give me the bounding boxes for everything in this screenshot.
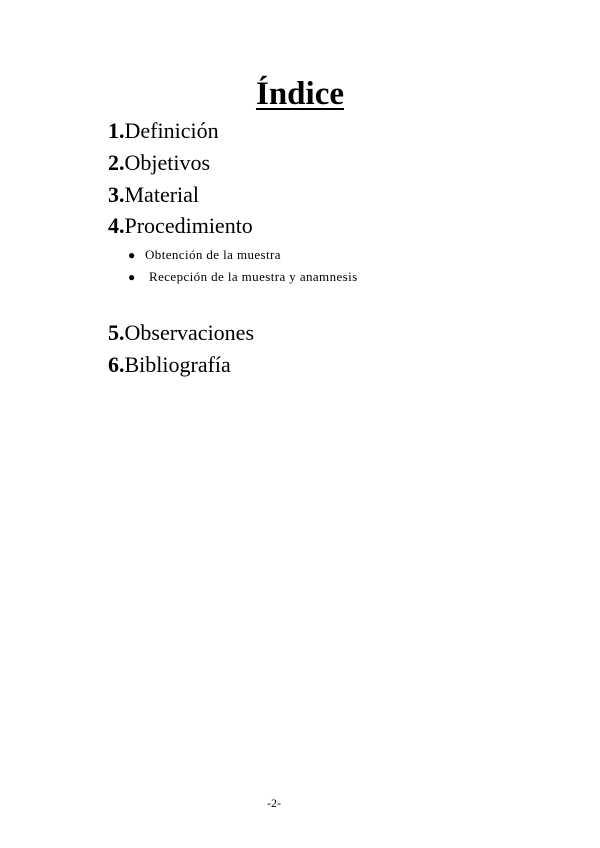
toc-item-definicion: [108, 117, 219, 145]
toc-label: Objetivos: [124, 150, 211, 175]
toc-number: 1.: [108, 118, 125, 143]
subitem-label: Obtención de la muestra: [145, 247, 281, 262]
toc-label: Material: [124, 182, 200, 207]
toc-number: 6.: [108, 352, 125, 377]
page-title: Índice: [255, 76, 344, 112]
subitem-label: Recepción de la muestra y anamnesis: [149, 269, 358, 284]
bullet-icon: ●: [128, 248, 136, 262]
toc-number: 2.: [108, 150, 125, 175]
procedimiento-subitems: [128, 244, 358, 288]
toc-item-material: [108, 181, 199, 209]
subitem-recepcion: [128, 266, 358, 288]
toc-number: 3.: [108, 182, 125, 207]
toc-item-procedimiento: [108, 212, 253, 240]
page-number: -2-: [267, 796, 281, 810]
toc-item-observaciones: [108, 319, 254, 347]
subitem-obtencion: [128, 244, 358, 266]
toc-number: 4.: [108, 213, 125, 238]
toc-label: Observaciones: [124, 320, 255, 345]
toc-label: Procedimiento: [124, 213, 253, 238]
toc-number: 5.: [108, 320, 125, 345]
toc-item-objetivos: [108, 149, 210, 177]
toc-item-bibliografia: [108, 351, 231, 379]
bullet-icon: ●: [128, 270, 136, 284]
toc-label: Bibliografía: [124, 352, 231, 377]
toc-label: Definición: [124, 118, 219, 143]
